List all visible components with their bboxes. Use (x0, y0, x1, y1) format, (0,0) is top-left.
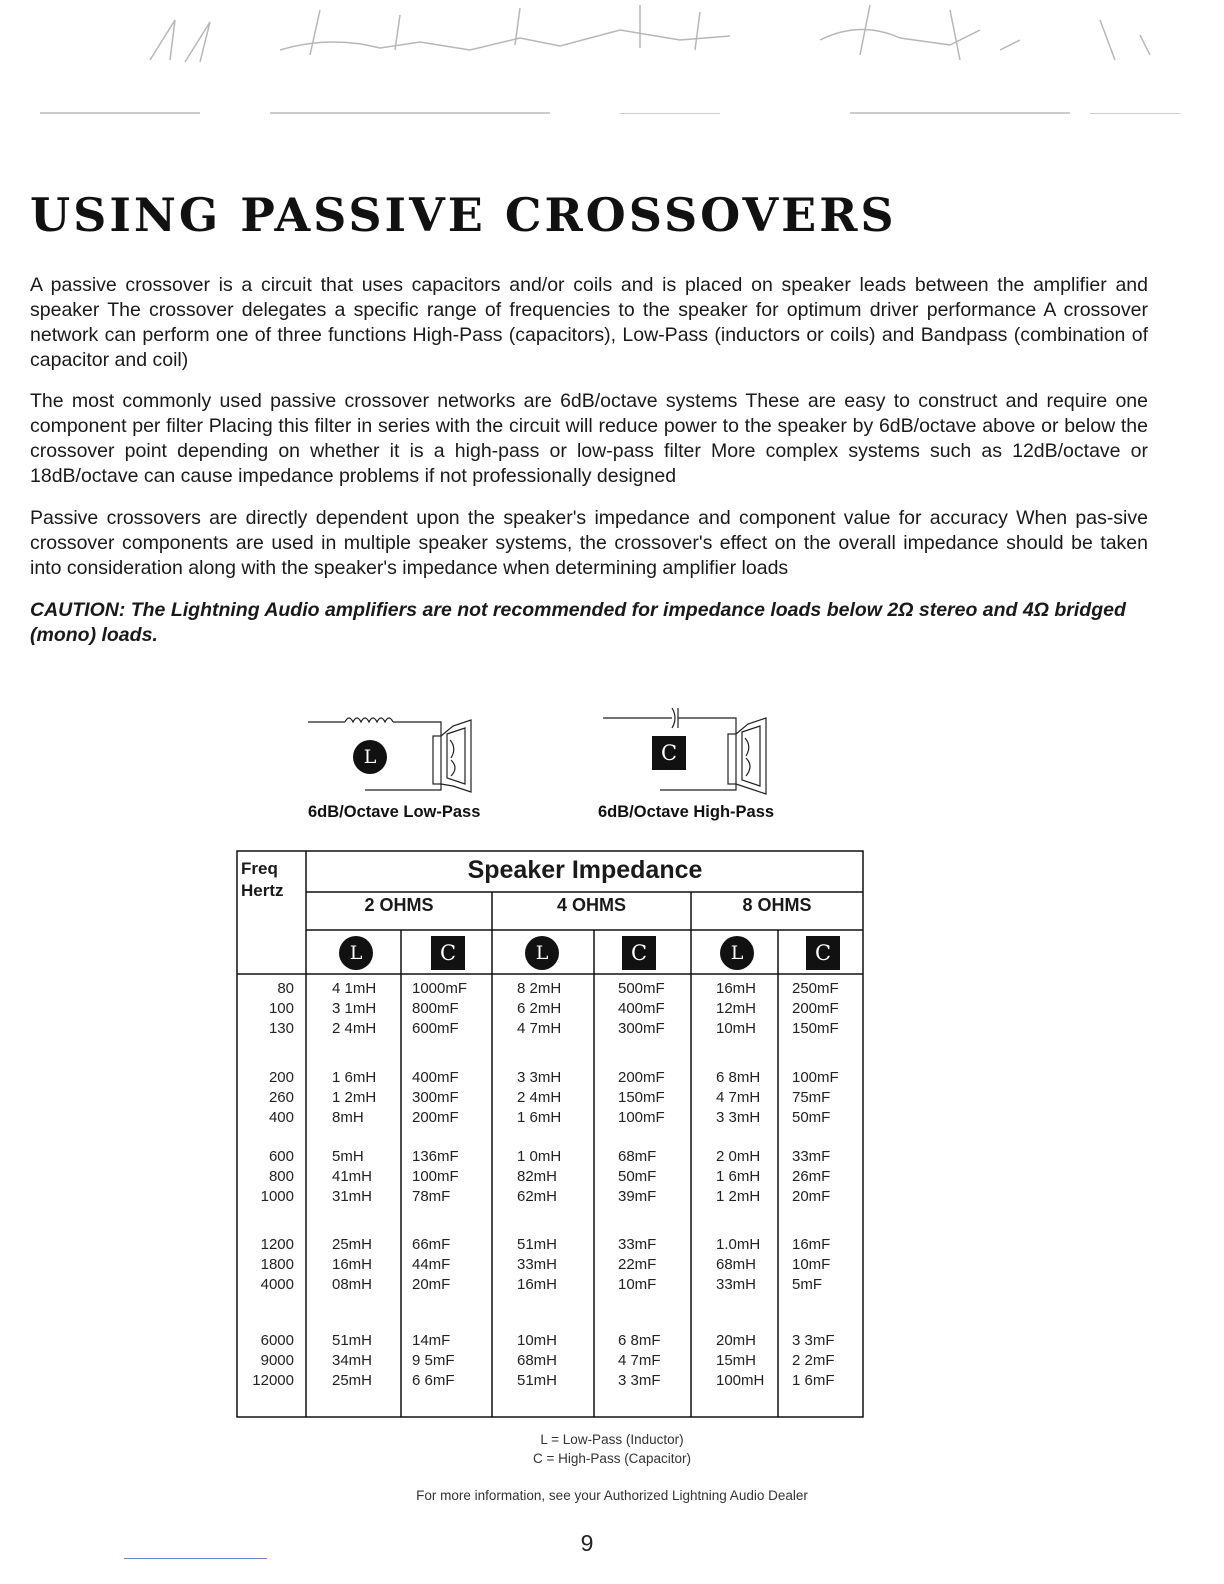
frequency-cell: 80 (277, 980, 294, 997)
component-value-cell: 20mF (792, 1188, 831, 1205)
frequency-cell: 1800 (260, 1256, 294, 1273)
component-value-cell: 200mF (792, 1000, 839, 1017)
component-value-cell: 78mF (412, 1188, 451, 1205)
component-value-cell: 3 3mF (792, 1332, 835, 1349)
component-value-cell: 400mF (412, 1069, 459, 1086)
component-value-cell: 3 3mH (517, 1069, 562, 1086)
component-value-cell: 82mH (517, 1168, 558, 1185)
caution-note: CAUTION: The Lightning Audio amplifiers are not recommended for impedance loads below 2Ω stereo and 4Ω bridged (mono) loads. (30, 599, 1126, 646)
component-value-cell: 50mF (792, 1109, 831, 1126)
component-value-cell: 44mF (412, 1256, 451, 1273)
component-value-cell: 1 2mH (716, 1188, 761, 1205)
component-value-cell: 400mF (618, 1000, 665, 1017)
component-value-cell: 300mF (618, 1020, 665, 1037)
component-value-cell: 250mF (792, 980, 839, 997)
component-value-cell: 34mH (332, 1352, 373, 1369)
component-value-cell: 25mH (332, 1236, 373, 1253)
inductor-badge: L (353, 740, 387, 774)
paragraph-1: A passive crossover is a circuit that uses capacitors and/or coils and is placed on speaker leads between the amplifier and speaker The crossover delegates a specific range of frequencies to the speaker for optimum driver performance A crossover network can perform one of three functions High-Pass (capacitors), Low-Pass (inductors or coils) and Bandpass (combination of capacitor and coil) (30, 274, 1148, 371)
component-value-cell: 22mF (618, 1256, 657, 1273)
component-value-cell: 16mH (716, 980, 757, 997)
component-value-cell: 1 6mH (332, 1069, 377, 1086)
crossover-value-table (236, 850, 864, 1418)
dealer-footnote: For more information, see your Authorized Lightning Audio Dealer (416, 1488, 808, 1503)
component-value-cell: 6 8mF (618, 1332, 661, 1349)
component-value-cell: 50mF (618, 1168, 657, 1185)
component-value-cell: 08mH (332, 1276, 373, 1293)
low-pass-circuit (305, 700, 485, 800)
col-badge-4ohm-inductor: L (525, 936, 559, 970)
component-value-cell: 51mH (517, 1372, 558, 1389)
component-value-cell: 100mF (792, 1069, 839, 1086)
component-value-cell: 16mH (517, 1276, 558, 1293)
high-pass-label: 6dB/Octave High-Pass (598, 803, 775, 821)
col-badge-2ohm-capacitor: C (431, 936, 465, 970)
capacitor-badge: C (652, 736, 686, 770)
component-value-cell: 100mH (716, 1372, 765, 1389)
frequency-cell: 800 (268, 1168, 294, 1185)
component-value-cell: 200mF (412, 1109, 459, 1126)
header-banner-artwork (0, 0, 1224, 130)
paragraph-3: Passive crossovers are directly dependent upon the speaker's impedance and component value for accuracy When pas-sive crossover components are used in multiple speaker systems, the crossover's effect on the overall impedance should be taken into consideration along with the speaker's impedance when determining amplifier loads (30, 507, 1148, 579)
component-value-cell: 41mH (332, 1168, 373, 1185)
component-value-cell: 600mF (412, 1020, 459, 1037)
col-badge-8ohm-capacitor: C (806, 936, 840, 970)
frequency-cell: 600 (268, 1148, 294, 1165)
frequency-cell: 1000 (260, 1188, 294, 1205)
component-value-cell: 16mH (332, 1256, 373, 1273)
component-value-cell: 51mH (517, 1236, 558, 1253)
ohm-header-8: 8 OHMS (742, 895, 812, 915)
component-value-cell: 12mH (716, 1000, 757, 1017)
paragraph-2: The most commonly used passive crossover networks are 6dB/octave systems These are easy to construct and require one component per filter Placing this filter in series with the circuit will reduce power to the speaker by 6dB/octave above or below the crossover point depending on whether it is a high-pass or low-pass filter More complex systems such as 12dB/octave or 18dB/octave can cause impedance problems if not professionally designed (30, 390, 1148, 487)
component-value-cell: 20mF (412, 1276, 451, 1293)
component-value-cell: 150mF (618, 1089, 665, 1106)
component-value-cell: 800mF (412, 1000, 459, 1017)
component-value-cell: 10mH (716, 1020, 757, 1037)
component-value-cell: 8mH (332, 1109, 364, 1126)
component-value-cell: 15mH (716, 1352, 757, 1369)
component-value-cell: 150mF (792, 1020, 839, 1037)
high-pass-circuit (600, 700, 780, 800)
low-pass-diagram (305, 700, 485, 800)
component-value-cell: 66mF (412, 1236, 451, 1253)
frequency-cell: 4000 (260, 1276, 294, 1293)
frequency-cell: 9000 (260, 1352, 294, 1369)
freq-hertz-header (241, 858, 284, 902)
component-value-cell: 2 4mH (332, 1020, 377, 1037)
component-value-cell: 1 6mF (792, 1372, 835, 1389)
component-value-cell: 4 1mH (332, 980, 377, 997)
component-value-cell: 100mF (412, 1168, 459, 1185)
component-value-cell: 10mF (618, 1276, 657, 1293)
frequency-cell: 100 (268, 1000, 294, 1017)
component-value-cell: 33mF (618, 1236, 657, 1253)
component-value-cell: 68mF (618, 1148, 657, 1165)
frequency-cell: 260 (268, 1089, 294, 1106)
component-value-cell: 39mF (618, 1188, 657, 1205)
component-value-cell: 33mF (792, 1148, 831, 1165)
col-badge-4ohm-capacitor: C (622, 936, 656, 970)
component-value-cell: 4 7mH (716, 1089, 761, 1106)
component-value-cell: 3 3mF (618, 1372, 661, 1389)
component-value-cell: 10mH (517, 1332, 558, 1349)
component-value-cell: 2 4mH (517, 1089, 562, 1106)
component-value-cell: 1000mF (412, 980, 468, 997)
component-value-cell: 100mF (618, 1109, 665, 1126)
component-value-cell: 62mH (517, 1188, 558, 1205)
speaker-impedance-header: Speaker Impedance (467, 856, 703, 884)
component-value-cell: 6 2mH (517, 1000, 562, 1017)
component-value-cell: 5mF (792, 1276, 822, 1293)
component-value-cell: 51mH (332, 1332, 373, 1349)
frequency-cell: 200 (268, 1069, 294, 1086)
component-value-cell: 1.0mH (716, 1236, 761, 1253)
component-value-cell: 136mF (412, 1148, 459, 1165)
component-value-cell: 33mH (716, 1276, 757, 1293)
footer-rule (124, 1558, 267, 1559)
component-value-cell: 200mF (618, 1069, 665, 1086)
legend-capacitor: C = High-Pass (Capacitor) (533, 1451, 691, 1466)
component-value-cell: 300mF (412, 1089, 459, 1106)
component-value-cell: 68mH (517, 1352, 558, 1369)
component-value-cell: 75mF (792, 1089, 831, 1106)
component-value-cell: 1 6mH (517, 1109, 562, 1126)
component-value-cell: 6 6mF (412, 1372, 455, 1389)
frequency-cell: 1200 (260, 1236, 294, 1253)
component-value-cell: 68mH (716, 1256, 757, 1273)
ohm-header-2: 2 OHMS (364, 895, 434, 915)
frequency-cell: 130 (268, 1020, 294, 1037)
component-value-cell: 1 0mH (517, 1148, 562, 1165)
component-value-cell: 33mH (517, 1256, 558, 1273)
component-value-cell: 20mH (716, 1332, 757, 1349)
high-pass-diagram (600, 700, 780, 800)
component-value-cell: 25mH (332, 1372, 373, 1389)
freq-header-text: Freq Hertz (241, 859, 284, 900)
ohm-header-4: 4 OHMS (556, 895, 626, 915)
col-badge-8ohm-inductor: L (720, 936, 754, 970)
col-badge-2ohm-inductor: L (339, 936, 373, 970)
component-value-cell: 3 1mH (332, 1000, 377, 1017)
component-value-cell: 6 8mH (716, 1069, 761, 1086)
component-value-cell: 1 2mH (332, 1089, 377, 1106)
component-value-cell: 4 7mF (618, 1352, 661, 1369)
frequency-cell: 6000 (260, 1332, 294, 1349)
component-value-cell: 500mF (618, 980, 665, 997)
frequency-cell: 12000 (252, 1372, 294, 1389)
component-value-cell: 5mH (332, 1148, 364, 1165)
component-value-cell: 4 7mH (517, 1020, 562, 1037)
component-value-cell: 3 3mH (716, 1109, 761, 1126)
component-value-cell: 31mH (332, 1188, 373, 1205)
component-value-cell: 26mF (792, 1168, 831, 1185)
legend-inductor: L = Low-Pass (Inductor) (540, 1432, 684, 1447)
component-value-cell: 1 6mH (716, 1168, 761, 1185)
page-number: 9 (580, 1530, 594, 1556)
component-value-cell: 2 0mH (716, 1148, 761, 1165)
low-pass-label: 6dB/Octave Low-Pass (308, 803, 481, 821)
component-value-cell: 8 2mH (517, 980, 562, 997)
frequency-cell: 400 (268, 1109, 294, 1126)
component-value-cell: 9 5mF (412, 1352, 455, 1369)
component-value-cell: 10mF (792, 1256, 831, 1273)
component-value-cell: 16mF (792, 1236, 831, 1253)
page-title: USING PASSIVE CROSSOVERS (30, 188, 897, 242)
component-value-cell: 2 2mF (792, 1352, 835, 1369)
component-value-cell: 14mF (412, 1332, 451, 1349)
